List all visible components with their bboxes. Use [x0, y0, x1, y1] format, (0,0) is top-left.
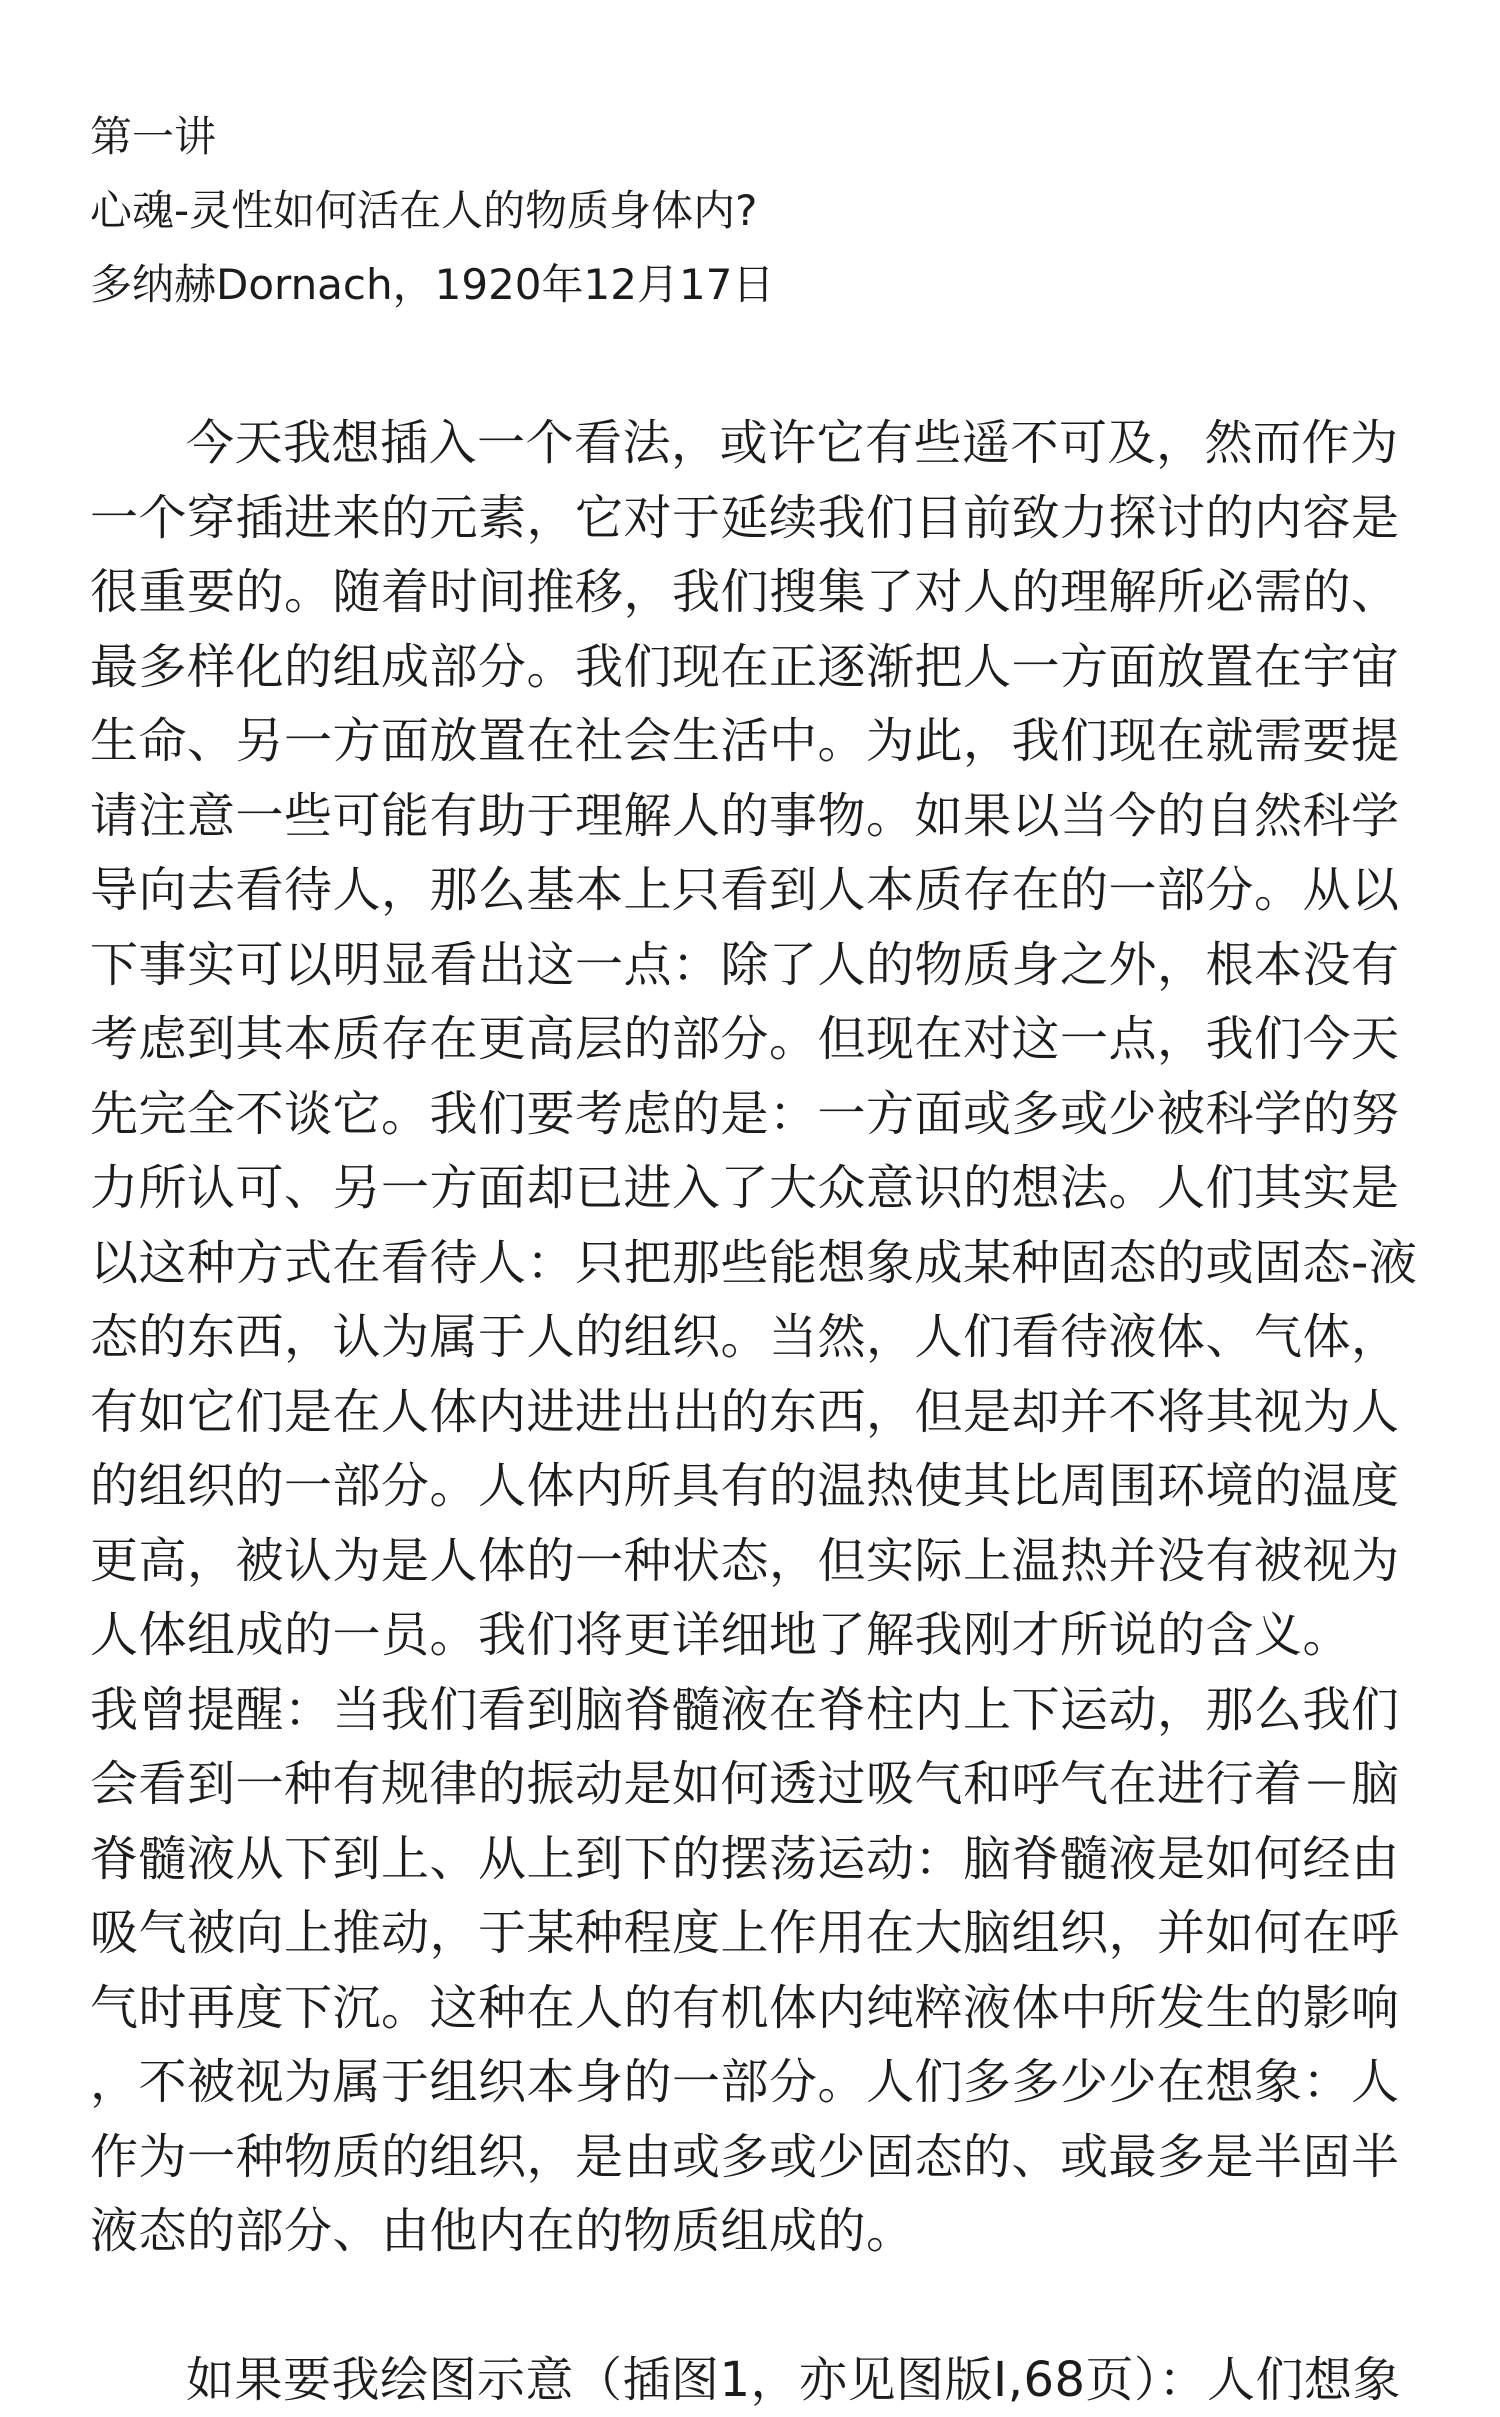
text-line: 请注意一些可能有助于理解人的事物。如果以当今的自然科学 — [90, 779, 1430, 854]
text-line: 脊髓液从下到上、从上到下的摆荡运动：脑脊髓液是如何经由 — [90, 1822, 1430, 1897]
text-line: 如果要我绘图示意（插图1，亦见图版I,68页）：人们想象 — [90, 2343, 1430, 2417]
text-line: 吸气被向上推动，于某种程度上作用在大脑组织，并如何在呼 — [90, 1896, 1430, 1971]
paragraph-1 — [90, 406, 1430, 2269]
text-line: 先完全不谈它。我们要考虑的是：一方面或多或少被科学的努 — [90, 1077, 1430, 1152]
text-line: 以这种方式在看待人：只把那些能想象成某种固态的或固态-液 — [90, 1226, 1430, 1301]
text-line: 有如它们是在人体内进进出出的东西，但是却并不将其视为人 — [90, 1375, 1430, 1450]
text-line: 的组织的一部分。人体内所具有的温热使其比周围环境的温度 — [90, 1449, 1430, 1524]
text-line: 人体组成的一员。我们将更详细地了解我刚才所说的含义。 — [90, 1598, 1430, 1673]
text-line: 我曾提醒：当我们看到脑脊髓液在脊柱内上下运动，那么我们 — [90, 1673, 1430, 1748]
text-line: 很重要的。随着时间推移，我们搜集了对人的理解所必需的、 — [90, 555, 1430, 630]
document-page — [90, 0, 1430, 2417]
text-line: 态的东西，认为属于人的组织。当然，人们看待液体、气体， — [90, 1300, 1430, 1375]
paragraph-gap — [90, 2269, 1430, 2343]
lecture-number: 第一讲 — [90, 100, 1430, 174]
text-line: ，不被视为属于组织本身的一部分。人们多多少少在想象：人 — [90, 2045, 1430, 2120]
text-line: 力所认可、另一方面却已进入了大众意识的想法。人们其实是 — [90, 1151, 1430, 1226]
text-line: 气时再度下沉。这种在人的有机体内纯粹液体中所发生的影响 — [90, 1971, 1430, 2046]
text-line: 导向去看待人，那么基本上只看到人本质存在的一部分。从以 — [90, 853, 1430, 928]
paragraph-2 — [90, 2343, 1430, 2417]
text-line: 下事实可以明显看出这一点：除了人的物质身之外，根本没有 — [90, 928, 1430, 1003]
text-line: 今天我想插入一个看法，或许它有些遥不可及，然而作为 — [90, 406, 1430, 481]
lecture-title: 心魂-灵性如何活在人的物质身体内? — [90, 174, 1430, 248]
text-line: 液态的部分、由他内在的物质组成的。 — [90, 2194, 1430, 2269]
text-line: 会看到一种有规律的振动是如何透过吸气和呼气在进行着－脑 — [90, 1747, 1430, 1822]
text-line: 作为一种物质的组织，是由或多或少固态的、或最多是半固半 — [90, 2120, 1430, 2195]
text-line: 一个穿插进来的元素，它对于延续我们目前致力探讨的内容是 — [90, 481, 1430, 556]
text-line: 最多样化的组成部分。我们现在正逐渐把人一方面放置在宇宙 — [90, 630, 1430, 705]
text-line: 考虑到其本质存在更高层的部分。但现在对这一点，我们今天 — [90, 1002, 1430, 1077]
text-line: 更高，被认为是人体的一种状态，但实际上温热并没有被视为 — [90, 1524, 1430, 1599]
place-date: 多纳赫Dornach，1920年12月17日 — [90, 248, 1430, 322]
header-spacer — [90, 322, 1430, 406]
document-header — [90, 0, 1430, 322]
text-line: 生命、另一方面放置在社会生活中。为此，我们现在就需要提 — [90, 704, 1430, 779]
